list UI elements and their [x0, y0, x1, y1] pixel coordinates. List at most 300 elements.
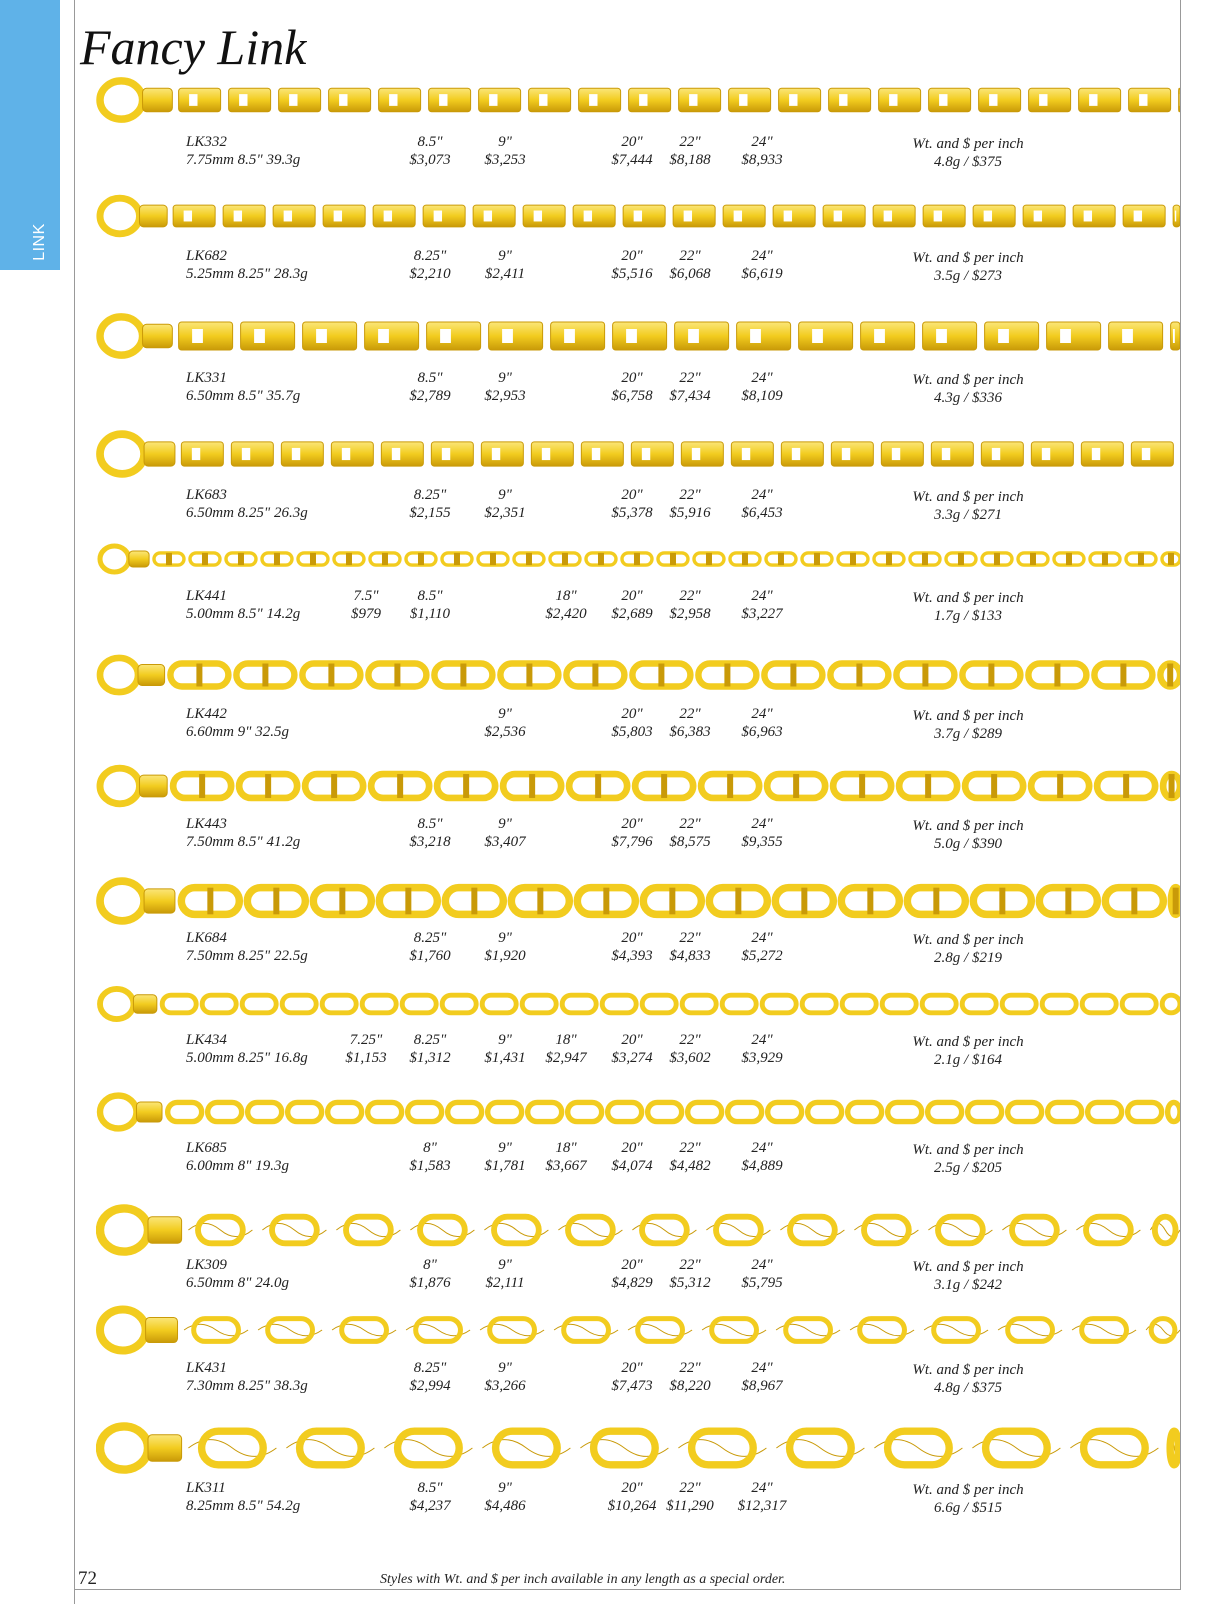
chain-link [879, 88, 921, 112]
chain-link [632, 1217, 696, 1244]
weight-per-inch-label: Wt. and $ per inch [912, 372, 1024, 388]
length-label: 8.5" [417, 134, 443, 150]
chain-link [184, 1319, 248, 1342]
price-value: $8,933 [741, 152, 783, 168]
length-label: 20" [621, 370, 643, 386]
price-value: $7,796 [611, 834, 653, 850]
price-value: $2,994 [409, 1378, 451, 1394]
chain-link [1047, 322, 1101, 350]
length-label: 20" [621, 1032, 643, 1048]
product-entry [74, 72, 1180, 178]
length-label: 9" [498, 1140, 512, 1156]
chain-link [965, 774, 1023, 798]
chain-image [96, 872, 1180, 930]
price-value: $1,431 [484, 1050, 526, 1066]
clasp-icon [100, 881, 175, 921]
price-value: $6,068 [669, 266, 711, 282]
price-value: $1,312 [409, 1050, 451, 1066]
chain-link [1122, 995, 1156, 1013]
chain-link [776, 1319, 840, 1342]
chain-link [982, 553, 1012, 565]
product-entry [74, 872, 1180, 974]
length-label: 20" [621, 816, 643, 832]
price-value: $2,958 [669, 606, 711, 622]
chain-image [96, 982, 1180, 1026]
chain-link [408, 1102, 442, 1121]
chain-link [729, 88, 771, 112]
price-value: $7,444 [611, 152, 653, 168]
length-label: 24" [751, 706, 773, 722]
length-label: 20" [621, 1480, 643, 1496]
chain-link [1072, 1319, 1136, 1342]
chain-link [273, 205, 315, 227]
chain-link [381, 442, 423, 466]
chain-link [288, 1102, 322, 1121]
chain-link [368, 1102, 402, 1121]
price-value: $5,916 [669, 505, 711, 521]
product-spec: 6.60mm 9" 32.5g [186, 724, 289, 740]
chain-link [581, 442, 623, 466]
length-label: 24" [751, 134, 773, 150]
chain-link [334, 553, 364, 565]
chain-link [379, 88, 421, 112]
price-value: $7,434 [669, 388, 711, 404]
chain-link [613, 322, 667, 350]
length-label: 9" [498, 706, 512, 722]
price-value: $2,689 [611, 606, 653, 622]
product-entry [74, 982, 1180, 1076]
weight-per-inch-label: Wt. and $ per inch [912, 818, 1024, 834]
length-label: 8.5" [417, 1480, 443, 1496]
chain-link [181, 442, 223, 466]
chain-image [96, 72, 1180, 128]
clasp-icon [100, 1096, 162, 1129]
weight-per-inch-value: 3.3g / $271 [934, 507, 1002, 523]
chain-link [328, 1102, 362, 1121]
chain-link [1039, 888, 1097, 915]
chain-link [173, 205, 215, 227]
price-value: $3,073 [409, 152, 451, 168]
chain-link [523, 205, 565, 227]
chain-link [473, 205, 515, 227]
chain-link [779, 88, 821, 112]
chain-photo [96, 872, 1180, 930]
chain-link [881, 442, 923, 466]
price-value: $8,967 [741, 1378, 783, 1394]
chain-link [434, 664, 492, 687]
chain-link [511, 888, 569, 915]
chain-link [678, 1431, 766, 1465]
chain-link [1146, 1319, 1180, 1342]
chain-link [482, 1431, 570, 1465]
chain-link [500, 664, 558, 687]
chain-link [1171, 888, 1180, 915]
chain-link [531, 442, 573, 466]
product-sku: LK683 [186, 487, 227, 503]
weight-per-inch-value: 6.6g / $515 [934, 1500, 1002, 1516]
length-label: 24" [751, 930, 773, 946]
chain-link [1179, 88, 1180, 112]
product-sku: LK685 [186, 1140, 227, 1156]
chain-link [762, 995, 796, 1013]
chain-link [1097, 774, 1155, 798]
price-value: $1,583 [409, 1158, 451, 1174]
length-label: 22" [679, 248, 701, 264]
chain-photo [96, 1195, 1180, 1265]
chain-link [979, 88, 1021, 112]
product-spec: 6.50mm 8.25" 26.3g [186, 505, 308, 521]
product-sku: LK331 [186, 370, 227, 386]
length-label: 20" [621, 487, 643, 503]
price-value: $4,486 [484, 1498, 526, 1514]
chain-link [682, 995, 716, 1013]
chain-link [728, 1102, 762, 1121]
price-value: $3,274 [611, 1050, 653, 1066]
chain-link [1031, 442, 1073, 466]
chain-link [730, 553, 760, 565]
chain-link [1076, 1217, 1140, 1244]
chain-link [448, 1102, 482, 1121]
chain-link [281, 442, 323, 466]
chain-link [841, 888, 899, 915]
chain-link [768, 1102, 802, 1121]
length-label: 20" [621, 134, 643, 150]
weight-per-inch-value: 1.7g / $133 [934, 608, 1002, 624]
length-label: 9" [498, 1480, 512, 1496]
length-label: 9" [498, 1360, 512, 1376]
weight-per-inch-value: 4.8g / $375 [934, 1380, 1002, 1396]
chain-link [608, 1102, 642, 1121]
product-entry [74, 425, 1180, 531]
chain-link [642, 995, 676, 1013]
chain-link [1031, 774, 1089, 798]
chain-link [262, 1217, 326, 1244]
chain-link [907, 888, 965, 915]
chain-link [931, 442, 973, 466]
chain-link [1042, 995, 1076, 1013]
chain-link [179, 322, 233, 350]
chain-link [602, 995, 636, 1013]
price-value: $2,947 [545, 1050, 587, 1066]
chain-link [480, 1319, 544, 1342]
chain-link [173, 774, 231, 798]
chain-link [558, 1217, 622, 1244]
price-value: $8,188 [669, 152, 711, 168]
chain-link [202, 995, 236, 1013]
chain-link [888, 1102, 922, 1121]
length-label: 24" [751, 588, 773, 604]
chain-link [442, 995, 476, 1013]
price-value: $2,210 [409, 266, 451, 282]
product-spec: 5.00mm 8.5" 14.2g [186, 606, 301, 622]
chain-link [631, 442, 673, 466]
chain-link [679, 88, 721, 112]
chain-photo [96, 190, 1180, 242]
price-value: $10,264 [607, 1498, 657, 1514]
chain-link [973, 205, 1015, 227]
chain-image [96, 190, 1180, 242]
chain-photo [96, 1088, 1180, 1136]
chain-link [179, 88, 221, 112]
chain-link [776, 1431, 864, 1465]
chain-link [1008, 1102, 1042, 1121]
weight-per-inch-label: Wt. and $ per inch [912, 590, 1024, 606]
chain-link [673, 205, 715, 227]
length-label: 22" [679, 487, 701, 503]
length-label: 24" [751, 1032, 773, 1048]
frame-bottom-rule [74, 1589, 1181, 1590]
chain-link [632, 664, 690, 687]
price-value: $6,619 [741, 266, 783, 282]
chain-link [658, 553, 688, 565]
length-label: 9" [498, 487, 512, 503]
length-label: 9" [498, 816, 512, 832]
product-entry [74, 1408, 1180, 1524]
chain-link [882, 995, 916, 1013]
length-label: 8" [423, 1140, 437, 1156]
chain-link [529, 88, 571, 112]
chain-link [242, 995, 276, 1013]
chain-photo [96, 1408, 1180, 1488]
length-label: 8.5" [417, 588, 443, 604]
chain-link [402, 995, 436, 1013]
chain-image [96, 308, 1180, 364]
chain-link [896, 664, 954, 687]
chain-link [1070, 1431, 1158, 1465]
price-value: $3,407 [484, 834, 526, 850]
chain-link [1168, 1102, 1180, 1121]
chain-photo [96, 650, 1180, 700]
chain-link [838, 553, 868, 565]
length-label: 20" [621, 248, 643, 264]
chain-link [1109, 322, 1163, 350]
chain-link [1123, 205, 1165, 227]
chain-link [551, 322, 605, 350]
chain-link [1082, 995, 1116, 1013]
chain-link [962, 664, 1020, 687]
length-label: 22" [679, 588, 701, 604]
length-label: 7.25" [349, 1032, 383, 1048]
weight-per-inch-label: Wt. and $ per inch [912, 489, 1024, 505]
price-value: $8,575 [669, 834, 711, 850]
clasp-icon [100, 768, 167, 804]
chain-link [365, 322, 419, 350]
price-value: $6,758 [611, 388, 653, 404]
price-value: $2,411 [484, 266, 526, 282]
chain-link [923, 322, 977, 350]
chain-link [168, 1102, 202, 1121]
price-value: $8,220 [669, 1378, 711, 1394]
chain-link [808, 1102, 842, 1121]
weight-per-inch-label: Wt. and $ per inch [912, 136, 1024, 152]
length-label: 22" [679, 1257, 701, 1273]
product-spec: 7.75mm 8.5" 39.3g [186, 152, 301, 168]
chain-link [410, 1217, 474, 1244]
weight-per-inch-value: 3.5g / $273 [934, 268, 1002, 284]
price-value: $7,473 [611, 1378, 653, 1394]
page-number: 72 [78, 1568, 97, 1589]
price-value: $2,789 [409, 388, 451, 404]
length-label: 22" [679, 1032, 701, 1048]
chain-link [1126, 553, 1156, 565]
product-entry [74, 760, 1180, 860]
clasp-icon [100, 658, 165, 692]
price-value: $5,312 [669, 1275, 711, 1291]
chain-photo [96, 760, 1180, 812]
length-label: 22" [679, 816, 701, 832]
chain-link [833, 774, 891, 798]
clasp-icon [100, 1208, 182, 1251]
chain-link [323, 205, 365, 227]
price-value: $4,482 [669, 1158, 711, 1174]
chain-link [298, 553, 328, 565]
chain-link [643, 888, 701, 915]
price-value: $3,227 [741, 606, 783, 622]
chain-link [681, 442, 723, 466]
chain-link [437, 774, 495, 798]
price-value: $3,218 [409, 834, 451, 850]
chain-link [406, 1319, 470, 1342]
chain-link [873, 205, 915, 227]
chain-link [170, 664, 228, 687]
product-entry [74, 650, 1180, 750]
chain-photo [96, 308, 1180, 364]
chain-link [248, 1102, 282, 1121]
chain-link [764, 664, 822, 687]
chain-link [445, 888, 503, 915]
product-spec: 6.00mm 8" 19.3g [186, 1158, 289, 1174]
price-value: $4,237 [409, 1498, 451, 1514]
chain-link [723, 205, 765, 227]
chain-image [96, 650, 1180, 700]
length-label: 20" [621, 706, 643, 722]
chain-link [329, 88, 371, 112]
product-spec: 6.50mm 8.5" 35.7g [186, 388, 301, 404]
product-spec: 7.50mm 8.5" 41.2g [186, 834, 301, 850]
clasp-icon [100, 81, 172, 119]
chain-link [766, 553, 796, 565]
price-value: $6,453 [741, 505, 783, 521]
length-label: 8.5" [417, 816, 443, 832]
chain-link [1163, 774, 1180, 798]
frame-right-rule [1180, 0, 1181, 1590]
chain-link [362, 995, 396, 1013]
chain-link [706, 1217, 770, 1244]
length-label: 18" [555, 1140, 577, 1156]
clasp-icon [100, 1309, 178, 1350]
chain-link [1168, 1431, 1180, 1465]
chain-link [586, 553, 616, 565]
chain-link [331, 442, 373, 466]
chain-link [429, 88, 471, 112]
chain-link [773, 205, 815, 227]
chain-image [96, 760, 1180, 812]
length-label: 22" [679, 1140, 701, 1156]
chain-link [423, 205, 465, 227]
length-label: 9" [498, 1257, 512, 1273]
price-value: $3,602 [669, 1050, 711, 1066]
chain-link [924, 1319, 988, 1342]
chain-link [223, 205, 265, 227]
price-value: $2,351 [484, 505, 526, 521]
chain-link [522, 995, 556, 1013]
length-label: 24" [751, 248, 773, 264]
length-label: 22" [679, 1480, 701, 1496]
chain-link [922, 995, 956, 1013]
chain-link [1162, 553, 1180, 565]
price-value: $6,383 [669, 724, 711, 740]
product-sku: LK311 [186, 1480, 226, 1496]
chain-link [479, 88, 521, 112]
chain-link [829, 88, 871, 112]
chain-link [1090, 553, 1120, 565]
chain-link [562, 995, 596, 1013]
price-value: $3,266 [484, 1378, 526, 1394]
chain-link [236, 664, 294, 687]
clasp-icon [100, 546, 149, 572]
chain-link [962, 995, 996, 1013]
chain-link [1028, 664, 1086, 687]
clasp-icon [100, 317, 172, 355]
chain-link [247, 888, 305, 915]
price-value: $9,355 [741, 834, 783, 850]
price-value: $3,253 [484, 152, 526, 168]
length-label: 9" [498, 248, 512, 264]
chain-link [1054, 553, 1084, 565]
chain-image [96, 425, 1180, 483]
price-value: $1,153 [345, 1050, 387, 1066]
length-label: 20" [621, 1257, 643, 1273]
clasp-icon [100, 434, 175, 474]
price-value: $5,272 [741, 948, 783, 964]
chain-link [1073, 205, 1115, 227]
price-value: $1,876 [409, 1275, 451, 1291]
chain-link [767, 774, 825, 798]
chain-link [427, 322, 481, 350]
chain-link [731, 442, 773, 466]
chain-link [1048, 1102, 1082, 1121]
side-tab[interactable] [0, 0, 60, 270]
product-sku: LK332 [186, 134, 227, 150]
chain-link [154, 553, 184, 565]
chain-link [181, 888, 239, 915]
length-label: 7.5" [353, 588, 379, 604]
chain-image [96, 1088, 1180, 1136]
price-value: $2,420 [545, 606, 587, 622]
chain-link [303, 322, 357, 350]
length-label: 8.25" [413, 248, 447, 264]
chain-link [384, 1431, 472, 1465]
chain-link [1173, 205, 1180, 227]
length-label: 22" [679, 134, 701, 150]
price-value: $1,760 [409, 948, 451, 964]
chain-link [229, 88, 271, 112]
chain-link [928, 1102, 962, 1121]
chain-link [568, 1102, 602, 1121]
price-value: $5,378 [611, 505, 653, 521]
chain-link [1128, 1102, 1162, 1121]
chain-link [580, 1431, 668, 1465]
chain-link [946, 553, 976, 565]
chain-link [569, 774, 627, 798]
length-label: 8" [423, 1257, 437, 1273]
chain-link [1162, 995, 1180, 1013]
chain-link [874, 553, 904, 565]
chain-link [850, 1319, 914, 1342]
chain-link [368, 664, 426, 687]
chain-link [973, 888, 1031, 915]
chain-link [231, 442, 273, 466]
